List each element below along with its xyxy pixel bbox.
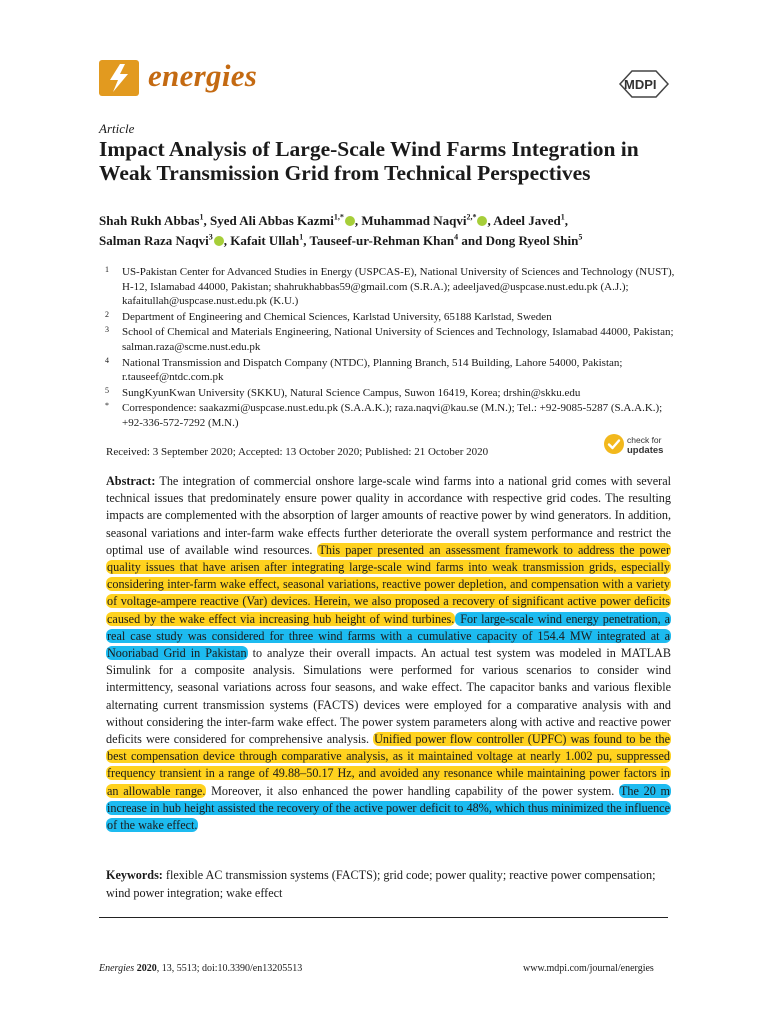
- author: Dong Ryeol Shin: [485, 233, 579, 248]
- check-for-updates-label[interactable]: check for updates: [627, 435, 664, 456]
- publication-dates: Received: 3 September 2020; Accepted: 13 October 2020; Published: 21 October 2020: [106, 446, 489, 458]
- abstract-text: The integration of commercial onshore large-scale wind farms into a national grid comes with several technical issues that predominately ensure power quality in accordance with respective grid codes. The resulting impacts are complemented with the absorption of larger amounts of reactive power by wind generators. In addition, seasonal variations and inter-farm wake effects further deteriorate the overall system performance and restrict the optimal use of available wind resources.: [106, 474, 671, 557]
- affiliation-item: 2 Department of Engineering and Chemical Sciences, Karlstad University, 65188 Karlstad, Sweden: [105, 309, 552, 323]
- author: Tauseef-ur-Rehman Khan: [309, 233, 455, 248]
- journal-url-link[interactable]: www.mdpi.com/journal/energies: [523, 963, 654, 974]
- abstract-text: to analyze their overall impacts. An actual test system was modeled in MATLAB Simulink for a composite analysis. Simulations were performed for various scenarios to consider wind intermittency, seasonal variations across four seasons, and wake effect. The capacitor banks and various flexible alternating current transmission systems (FACTS) devices were employed for a comparative analysis with and without considering the inter-farm wake effect. The power system parameters along with active and reactive power deficits were considered for comprehensive analysis.: [106, 646, 671, 747]
- highlight-yellow: This paper presented an assessment framework to address the power quality issues that have arisen after integrating large-scale wind farms into weak transmission grids, especially considering inter-farm wake effect, seasonal variations, reactive power depletion, and compensation with a variety of voltage-ampere reactive (Var) devices. Herein, we also proposed a recovery of significant active power deficits caused by the wake effect via increasing hub height of wind turbines.: [107, 542, 670, 626]
- author: Syed Ali Abbas Kazmi: [209, 213, 334, 228]
- correspondence: * Correspondence: saakazmi@uspcase.nust.edu.pk (S.A.A.K.); raza.naqvi@kau.se (M.N.); Tel.: +92-9085-5287 (S.A.A.K.); +92-336-572-7292 (M.N.): [105, 401, 663, 429]
- author: Salman Raza Naqvi: [99, 233, 209, 248]
- citation-footer: Energies 2020, 13, 5513; doi:10.3390/en13205513: [99, 963, 303, 974]
- keywords: [106, 866, 671, 902]
- highlight-blue: The 20 m increase in hub height assisted the recovery of the active power deficit to 48%, which thus minimized the influence of the wake effect.: [107, 783, 670, 833]
- abstract-label: Abstract:: [106, 474, 156, 488]
- journal-logo-icon: [99, 60, 139, 96]
- author: Muhammad Naqvi: [361, 213, 467, 228]
- affiliation-item: 5 SungKyunKwan University (SKKU), Natural Science Campus, Suwon 16419, Korea; drshin@skku.edu: [105, 385, 581, 399]
- abstract-text: Moreover, it also enhanced the power handling capability of the power system.: [206, 783, 619, 798]
- publisher-name: MDPI: [624, 77, 657, 92]
- divider: [99, 917, 668, 918]
- affiliation-item: 1 US-Pakistan Center for Advanced Studies in Energy (USPCAS-E), National University of Sciences and Technology (NUST), H-12, Islamabad 44000, Pakistan; shahrukhabbas59@gmail.com (S.R.A.); adeeljaved@uspcase.nust.edu.pk (A.J.); kafaitullah@uspcase.nust.edu.pk (K.U.): [105, 265, 675, 308]
- abstract: [106, 473, 671, 834]
- keywords-text: flexible AC transmission systems (FACTS); grid code; power quality; reactive power compensation; wind power integration; wake effect: [106, 868, 656, 900]
- highlight-yellow: Unified power flow controller (UPFC) was found to be the best compensation device through comparative analysis, as it maintained voltage at nearly 1.002 pu, suppressed frequency transient in a range of 49.88–50.17 Hz, and avoided any resonance while maintaining power factors in an allowable range.: [107, 732, 670, 798]
- orcid-icon[interactable]: [214, 236, 224, 246]
- highlight-blue: For large-scale wind energy penetration, a real case study was considered for three wind farms with a cumulative capacity of 154.4 MW integrated at a Nooriabad Grid in Pakistan: [107, 611, 670, 661]
- affiliations: [105, 265, 675, 432]
- author-list: Shah Rukh Abbas$^1$, Syed Ali Abbas Kazmi$^{1,*}$ , Muhammad Naqvi$^{2,*}$ , Adeel Javed$^1$, Salman Raza Naqvi$^3$ , Kafait Ullah$^1$, Tauseef-ur-Rehman Khan$^4$ and Dong Ryeol Shin$^5$: [99, 212, 583, 248]
- article-type: Article: [99, 121, 135, 136]
- keywords-label: Keywords:: [106, 868, 163, 882]
- affiliation-item: 4 National Transmission and Dispatch Company (NTDC), Planning Branch, 514 Building, Lahore 54000, Pakistan; r.tauseef@ntdc.com.pk: [105, 355, 623, 384]
- author: Shah Rukh Abbas: [99, 213, 200, 228]
- author: Kafait Ullah: [230, 233, 300, 248]
- orcid-icon[interactable]: [477, 216, 487, 226]
- affiliation-item: 3 School of Chemical and Materials Engineering, National University of Sciences and Technology, Islamabad 44000, Pakistan; salman.raza@scme.nust.edu.pk: [105, 325, 674, 353]
- author: Adeel Javed: [493, 213, 561, 228]
- article-title: Impact Analysis of Large-Scale Wind Farms Integration in Weak Transmission Grid from Technical Perspectives: [99, 137, 639, 185]
- check-for-updates-icon[interactable]: [603, 433, 625, 455]
- orcid-icon[interactable]: [345, 216, 355, 226]
- journal-name: energies: [148, 58, 258, 93]
